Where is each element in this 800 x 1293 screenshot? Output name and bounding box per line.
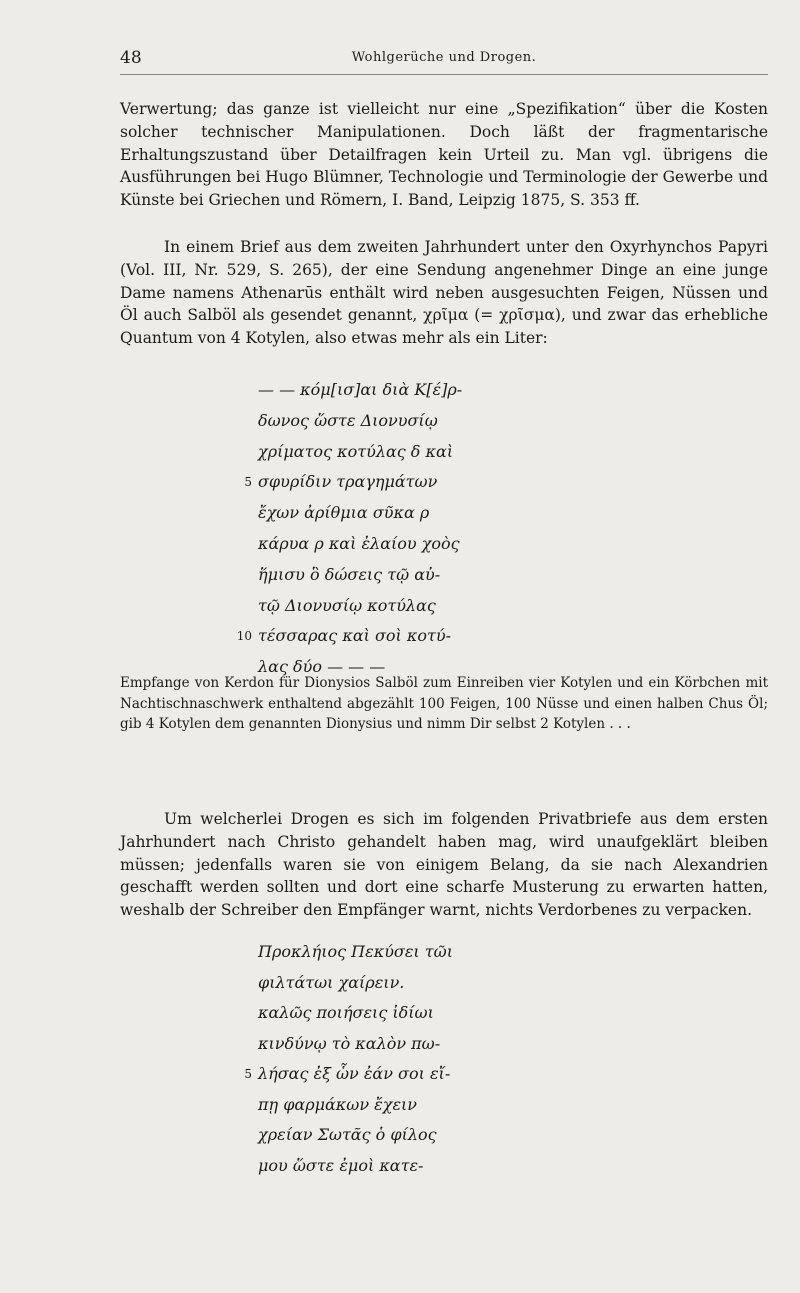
translation-paragraph: Empfange von Kerdon für Dionysios Salböl zum Einreiben vier Kotylen und ein Körbchen mit Nachtischnaschwerk enthaltend abgezählt 100 Feigen, 100 Nüsse und einen halben Chus Öl; gib 4 Kotylen dem genannten Dionysius und nimm Dir selbst 2 Kotylen . . . [120, 675, 768, 732]
greek-line-text: μου ὥστε ἐμοὶ κατε- [258, 1155, 424, 1175]
page-header [120, 48, 768, 75]
greek-line [258, 998, 678, 1029]
line-number: 5 [244, 475, 252, 490]
greek-papyrus-quote-1 [236, 375, 678, 683]
greek-line [258, 937, 678, 968]
greek-papyrus-quote-2 [244, 937, 678, 1181]
greek-line-text: ἔχων ἀρίθμια σῦκα ρ [258, 503, 430, 523]
line-number: 10 [236, 629, 252, 644]
page-number: 48 [120, 48, 142, 68]
greek-line [258, 406, 678, 437]
greek-line [258, 375, 678, 406]
greek-line-text: φιλτάτωι χαίρειν. [258, 972, 405, 992]
running-title: Wohlgerüche und Drogen. [351, 50, 537, 65]
greek-line-text: δωνος ὥστε Διονυσίῳ [258, 410, 438, 430]
greek-line-text: τέσσαρας καὶ σοὶ κοτύ- [258, 626, 452, 646]
greek-line-text: καλῶς ποιήσεις ἰδίωι [258, 1003, 434, 1022]
greek-line-text: χρίματος κοτύλας δ καὶ [258, 441, 454, 461]
greek-line [258, 1120, 678, 1151]
greek-line-text: χρείαν Σωτᾶς ὁ φίλος [258, 1125, 437, 1144]
greek-line [258, 437, 678, 468]
greek-line-text: ἥμισυ ὃ δώσεις τῷ αὐ- [258, 564, 441, 584]
greek-line-text: σφυρίδιν τραγημάτων [258, 472, 438, 492]
paragraph-drugs-letter: Um welcherlei Drogen es sich im folgenden Privatbriefe aus dem ersten Jahrhundert nach Christo gehandelt haben mag, wird unaufgeklärt bleiben müssen; jedenfalls waren sie von einigem Belang, da sie nach Alexandrien geschafft werden sollten und dort eine scharfe Musterung zu erwarten hatten, weshalb der Schreiber den Empfänger warnt, nichts Verdorbenes zu verpacken. [120, 810, 768, 920]
greek-line-text: Προκλήιος Πεκύσει τῶι [258, 942, 453, 961]
greek-line [258, 529, 678, 560]
greek-line-text: κινδύνῳ τὸ καλὸν πω- [258, 1033, 441, 1053]
greek-line [258, 591, 678, 622]
greek-line-text: λήσας ἐξ ὧν ἐάν σοι εἴ- [258, 1064, 451, 1083]
greek-line-text: κάρυα ρ καὶ ἐλαίου χοὸς [258, 533, 460, 553]
greek-line-text: τῷ Διονυσίῳ κοτύλας [258, 595, 436, 615]
greek-line-text: πῃ φαρμάκων ἔχειν [258, 1094, 418, 1114]
greek-line-text: λας δύο — — — [258, 657, 386, 677]
greek-line [258, 498, 678, 529]
greek-line [258, 1151, 678, 1182]
paragraph-oxyrhynchos-letter: In einem Brief aus dem zweiten Jahrhundert unter den Oxyrhynchos Papyri (Vol. III, Nr. 529, S. 265), der eine Sendung angenehmer Dinge an eine junge Dame namens Athenarūs enthält wird neben ausgesuchten Feigen, Nüssen und Öl auch Salböl als gesendet genannt, χρῖμα (= χρῖσμα), und zwar das erhebliche Quantum von 4 Kotylen, also etwas mehr als ein Liter: [120, 238, 768, 348]
greek-line [244, 467, 678, 498]
greek-line-text: — — κόμ[ισ]αι διὰ Κ[έ]ρ- [258, 380, 463, 399]
line-number: 5 [244, 1067, 252, 1081]
greek-line [258, 1029, 678, 1060]
greek-line [258, 560, 678, 591]
paragraph-opening: Verwertung; das ganze ist vielleicht nur eine „Spezifikation“ über die Kosten solcher technischer Manipulationen. Doch läßt der fragmentarische Erhaltungszustand über Detailfragen kein Urteil zu. Man vgl. übrigens die Ausführungen bei Hugo Blümner, Technologie und Terminologie der Gewerbe und Künste bei Griechen und Römern, I. Band, Leipzig 1875, S. 353 ff. [120, 100, 768, 210]
greek-line [258, 1090, 678, 1121]
greek-line [244, 1059, 678, 1090]
greek-line [258, 968, 678, 999]
greek-line [236, 621, 678, 652]
